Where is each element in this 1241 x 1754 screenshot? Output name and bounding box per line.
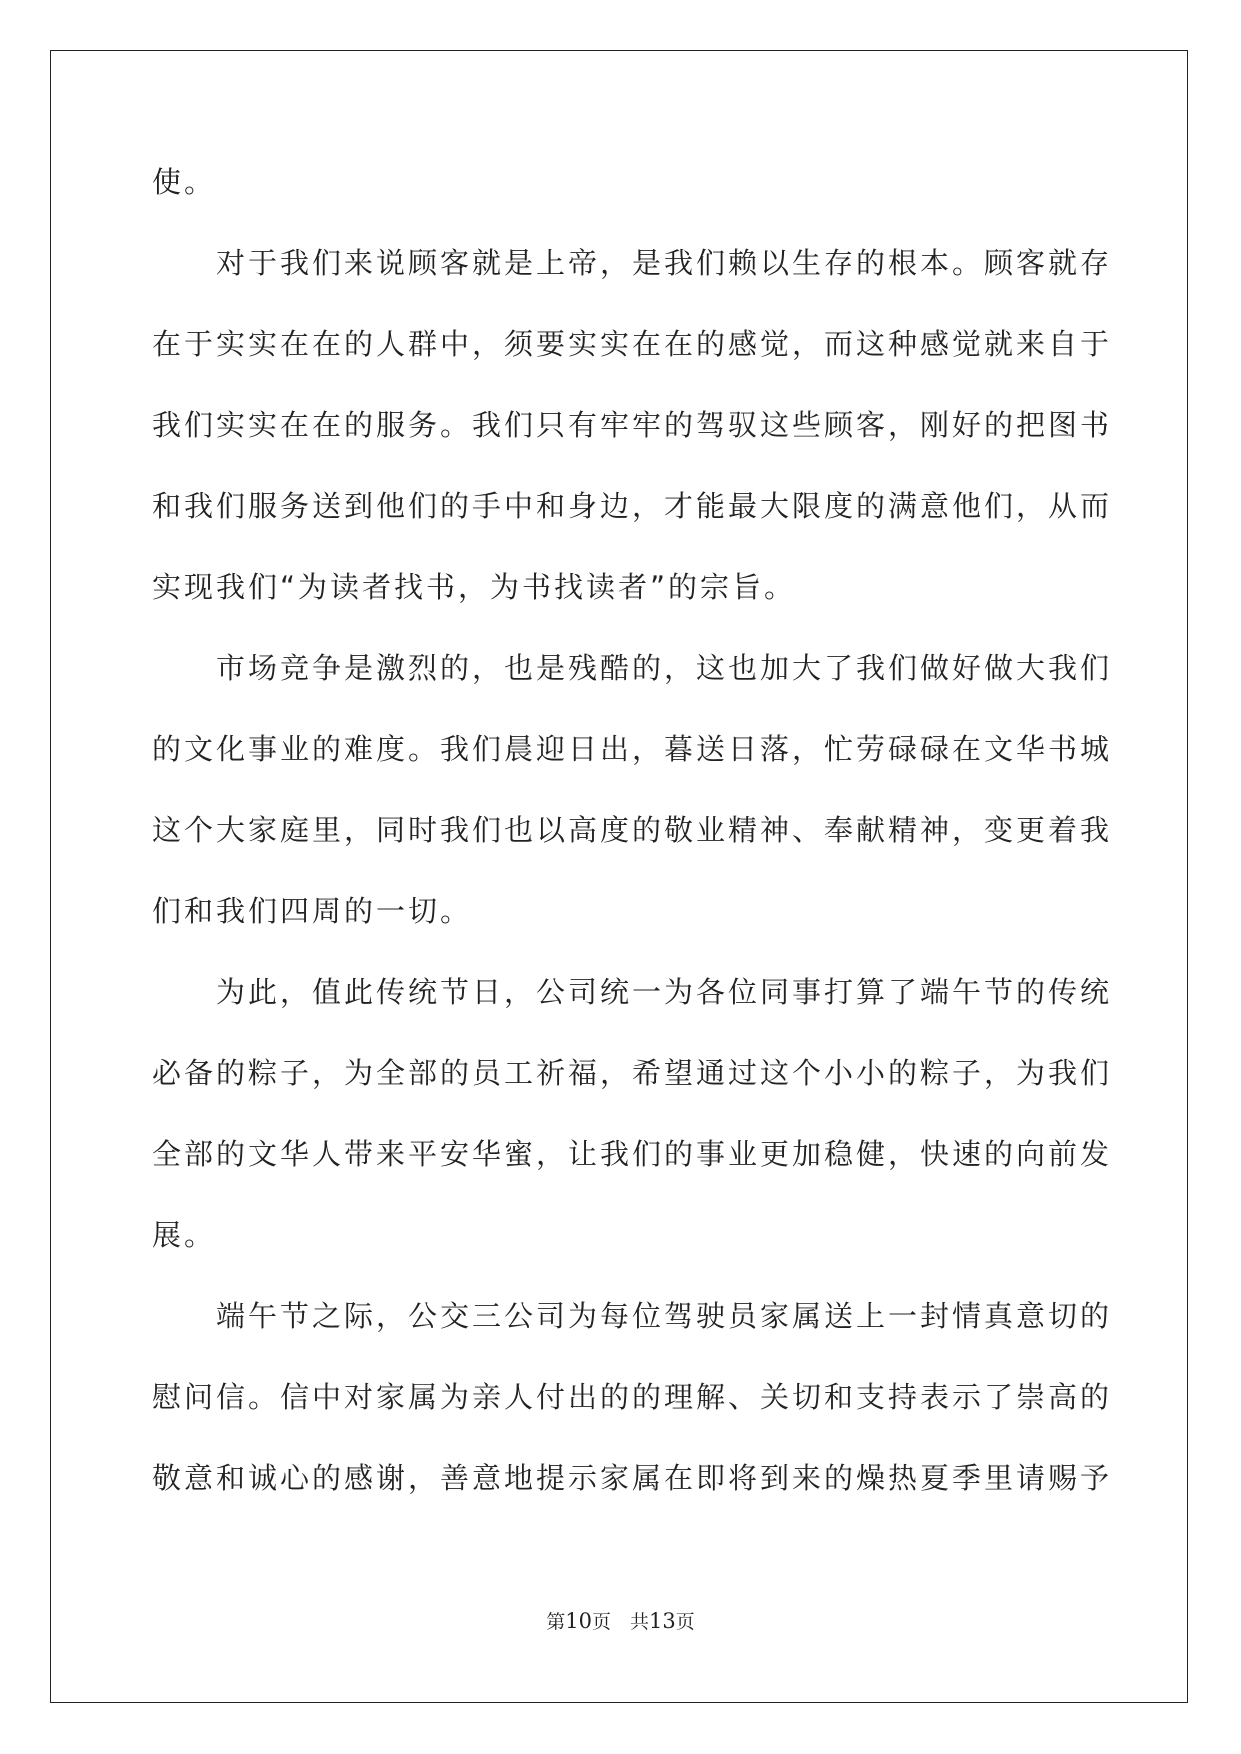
footer-middle: 页 共 — [591, 1611, 649, 1633]
text-line: 我们实实在在的服务。我们只有牢牢的驾驭这些顾客，刚好的把图书 — [152, 408, 1113, 442]
text-line: 展。 — [152, 1218, 217, 1252]
document-body — [152, 160, 1113, 1537]
text-line: 们和我们四周的一切。 — [152, 894, 473, 928]
text-line: 全部的文华人带来平安华蜜，让我们的事业更加稳健，快速的向前发 — [152, 1137, 1113, 1171]
text-line: 端午节之际，公交三公司为每位驾驶员家属送上一封情真意切的 — [152, 1299, 1113, 1333]
text-line: 使。 — [152, 165, 217, 199]
text-line: 和我们服务送到他们的手中和身边，才能最大限度的满意他们，从而 — [152, 489, 1113, 523]
text-line: 为此，值此传统节日，公司统一为各位同事打算了端午节的传统 — [152, 975, 1113, 1009]
text-line: 市场竞争是激烈的，也是残酷的，这也加大了我们做好做大我们 — [152, 651, 1113, 685]
text-line: 对于我们来说顾客就是上帝，是我们赖以生存的根本。顾客就存 — [152, 246, 1113, 280]
text-line: 必备的粽子，为全部的员工祈福，希望通过这个小小的粽子，为我们 — [152, 1056, 1113, 1090]
footer-suffix: 页 — [675, 1611, 695, 1633]
total-page-number: 13 — [649, 1609, 676, 1633]
text-line: 这个大家庭里，同时我们也以高度的敬业精神、奉献精神，变更着我 — [152, 813, 1113, 847]
text-line: 敬意和诚心的感谢，善意地提示家属在即将到来的燥热夏季里请赐予 — [152, 1461, 1113, 1495]
footer-prefix: 第 — [546, 1611, 566, 1633]
page-footer — [0, 1607, 1241, 1634]
text-line: 在于实实在在的人群中，须要实实在在的感觉，而这种感觉就来自于 — [152, 327, 1113, 361]
text-line: 慰问信。信中对家属为亲人付出的的理解、关切和支持表示了崇高的 — [152, 1380, 1113, 1414]
text-line: 的文化事业的难度。我们晨迎日出，暮送日落，忙劳碌碌在文华书城 — [152, 732, 1113, 766]
current-page-number: 10 — [565, 1609, 592, 1633]
text-line: 实现我们“为读者找书，为书找读者”的宗旨。 — [152, 570, 797, 604]
